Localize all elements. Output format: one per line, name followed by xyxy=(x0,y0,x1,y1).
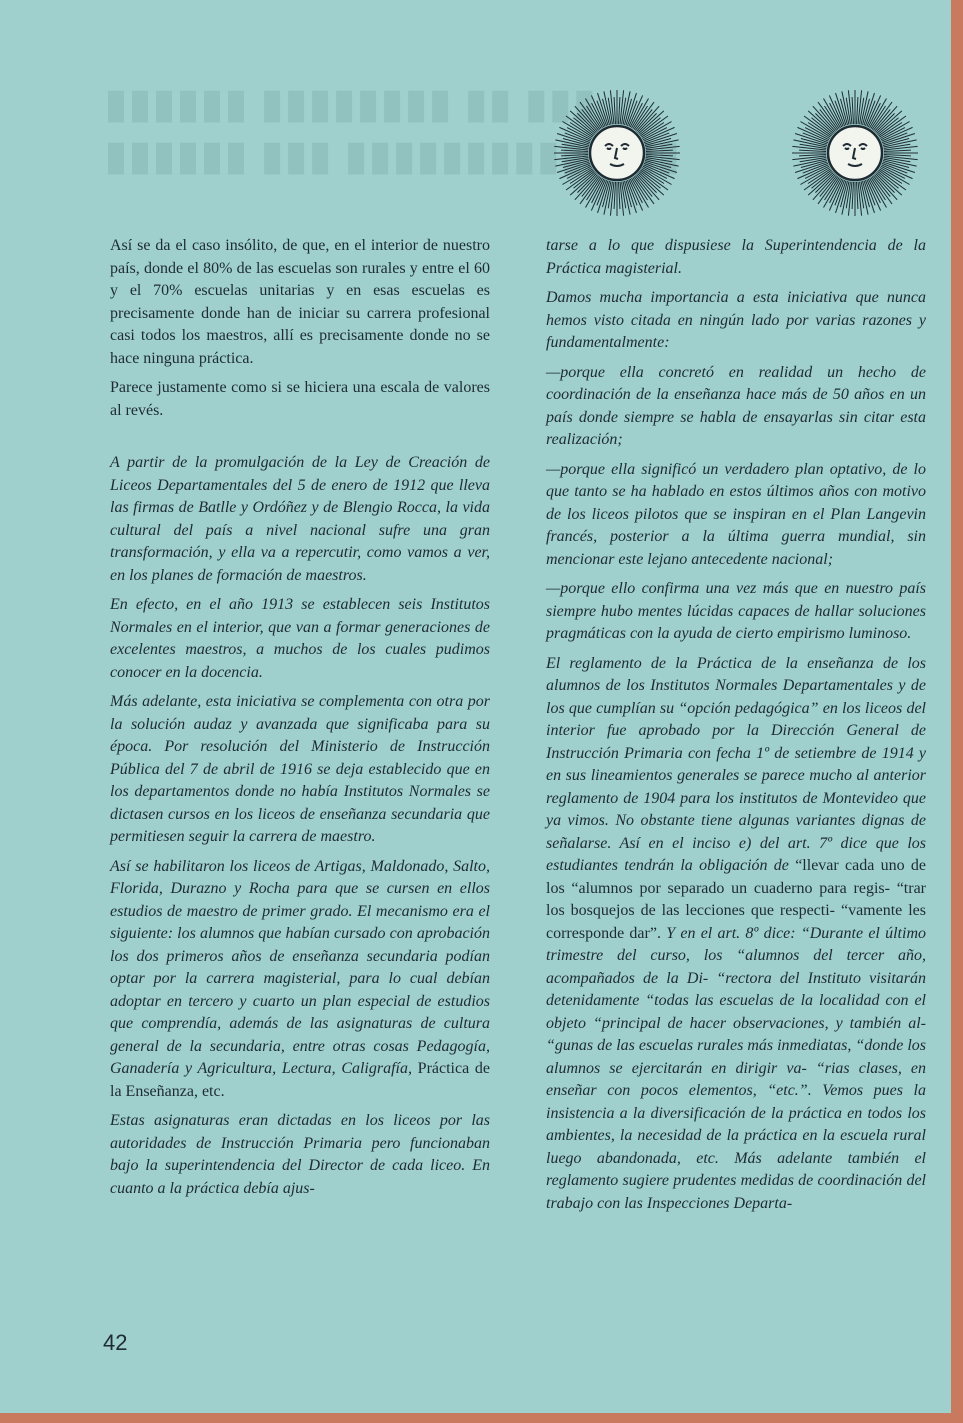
paragraph: Damos mucha importancia a esta iniciativa que nunca hemos visto citada en ningún lado por varias razones y fundamentalmente: xyxy=(546,289,926,351)
paragraph: Parece justamente como si se hiciera una escala de valores al revés. xyxy=(110,379,490,419)
paragraph: —porque ella concretó en realidad un hecho de coordinación de la enseñanza hace más de 50 años en un país donde siempre se habla de ensayarlas sin citar esta realización; xyxy=(546,363,926,448)
show-through-text: ▮▮▮▮▮▮ ▮▮▮▮▮▮▮▮ ▮▮ ▮▮▮ ▮▮▮▮▮▮ ▮▮▮ ▮▮▮▮▮▮▮▮▮▮▮▮▮▮ xyxy=(105,81,682,178)
page-number: 42 xyxy=(103,1330,128,1355)
paragraph: Más adelante, esta iniciativa se complementa con otra por la solución audaz y avanzada que significaba para su época. Por resolución del Ministerio de Instrucción Pública del 7 de abril de 1916 se deja establecido que en los departamentos donde no había Institutos Normales se dictasen cursos en los liceos de enseñanza secundaria que permitiesen seguir la carrera de maestro. xyxy=(110,693,490,845)
sun-emblem-left xyxy=(552,88,682,218)
paragraph: Así se habilitaron los liceos de Artigas, Maldonado, Salto, Florida, Durazno y Rocha para que se cursen en ellos estudios de maestro de primer grado. El mecanismo era el siguiente: los alumnos que habían cursado con aprobación los dos primeros años de enseñanza secundaria podían optar por la carrera magisterial, para lo cual debían adoptar en tercero y cuarto un plan especial de estudios que comprendía, además de las asignaturas de cultura general de la secundaria, entre otras cosas Pedagogía, Ganadería y Agricultura, Lectura, Caligrafía, Práctica de la Enseñanza, etc. xyxy=(110,857,490,1100)
right-text-column xyxy=(546,235,926,1222)
paragraph: —porque ello confirma una vez más que en nuestro país siempre hubo mentes lúcidas capaces de hallar soluciones pragmáticas con la ayuda de cierto empirismo luminoso. xyxy=(546,580,926,642)
sun-emblem-right xyxy=(790,88,920,218)
paragraph: En efecto, en el año 1913 se establecen seis Institutos Normales en el interior, que van a formar generaciones de excelentes maestros, a muchos de los cuales pudimos conocer en la docencia. xyxy=(110,596,490,681)
left-text-column xyxy=(110,235,490,1207)
paragraph: Así se da el caso insólito, de que, en el interior de nuestro país, donde el 80% de las escuelas son rurales y entre el 60 y el 70% escuelas unitarias y en esas escuelas es precisamente donde han de iniciar su carrera profesional casi todos los maestros, allí es precisamente donde no se hace ninguna práctica. xyxy=(110,237,490,367)
paragraph: tarse a lo que dispusiese la Superintendencia de la Práctica magisterial. xyxy=(546,237,926,277)
paragraph: A partir de la promulgación de la Ley de Creación de Liceos Departamentales del 5 de enero de 1912 que lleva las firmas de Batlle y Ordóñez y de Blengio Rocca, la vida cultural del país a nivel nacional sufre una gran transformación, y ella va a repercutir, como vamos a ver, en los planes de formación de maestros. xyxy=(110,454,490,584)
paragraph: Estas asignaturas eran dictadas en los liceos por las autoridades de Instrucción Primaria pero funcionaban bajo la superintendencia del Director de cada liceo. En cuanto a la práctica debía ajus- xyxy=(110,1112,490,1197)
paragraph: —porque ella significó un verdadero plan optativo, de lo que tanto se ha hablado en estos últimos años con motivo de los liceos pilotos que se inspiran en el Plan Langevin francés, posterior a la última guerra mundial, sin mencionar este lejano antecedente nacional; xyxy=(546,460,926,568)
paragraph: El reglamento de la Práctica de la enseñanza de los alumnos de los Institutos Normales Departamentales y de los que cumplían su “opción pedagógica” en los liceos del interior fue aprobado por la Dirección General de Instrucción Primaria con fecha 1º de setiembre de 1914 y en sus lineamientos generales se parece mucho al anterior reglamento de 1904 para los institutos de Montevideo que ya vimos. No obstante tiene algunas variantes dignas de señalarse. Así en el inciso e) del art. 7º dice que los estudiantes tendrán la obligación de “llevar cada uno de los “alumnos por separado un cuaderno para regis- “trar los bosquejos de las lecciones que respecti- “vamente les corresponde dar”. Y en el art. 8º dice: “Durante el último trimestre del curso, los “alumnos del tercer año, acompañados de la Di- “rectora del Instituto visitarán detenidamente “todas las escuelas de la localidad con el objeto “principal de hacer observaciones, y también al- “gunas de las escuelas rurales más inmediatas, “donde los alumnos se ejercitarán en dirigir va- “rias clases, en enseñar con pocos elementos, “etc.”. Vemos pues la insistencia a la diversificación de la práctica en todos los ambientes, la necesidad de la práctica en la escuela rural luego abandonada, etc. Más adelante también el reglamento sugiere prudentes medidas de coordinación del trabajo con las Inspecciones Departa- xyxy=(546,654,926,1212)
